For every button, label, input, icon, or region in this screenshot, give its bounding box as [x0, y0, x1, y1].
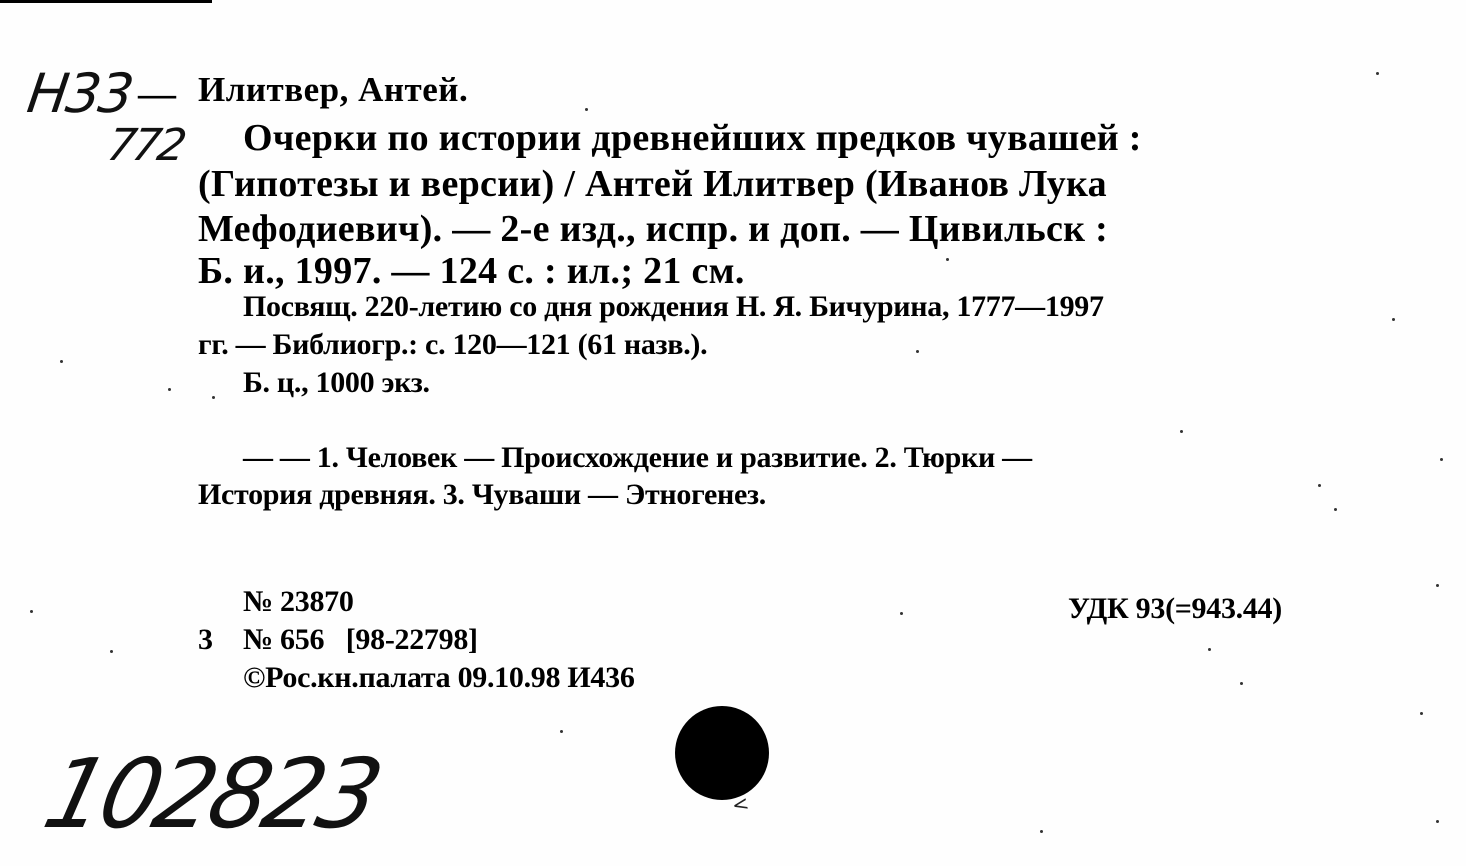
speck [1180, 430, 1183, 433]
speck [1420, 712, 1423, 715]
speck [30, 610, 33, 613]
index-dash: — [138, 73, 176, 115]
order-number: № 656 [98-22798] [243, 623, 478, 656]
speck [110, 650, 113, 653]
speck [212, 396, 215, 399]
registry-number: № 23870 [243, 585, 354, 618]
handwritten-call-index: Н33 [23, 62, 136, 125]
speck [946, 258, 949, 261]
copy-marker: 3 [198, 623, 213, 656]
speck [916, 350, 919, 353]
speck [900, 612, 903, 615]
speck [1040, 830, 1043, 833]
speck [1392, 318, 1395, 321]
speck [1436, 584, 1439, 587]
speck [60, 360, 63, 363]
speck [1318, 484, 1321, 487]
speck [1440, 458, 1443, 461]
title-line-2: (Гипотезы и версии) / Антей Илитвер (Иванов Лука [198, 163, 1107, 205]
title-line-4: Б. и., 1997. — 124 с. : ил.; 21 см. [198, 250, 745, 292]
speck [1208, 648, 1211, 651]
pencil-mark: < [729, 790, 752, 818]
handwritten-inventory-number: 102823 [33, 738, 390, 851]
udk-code: УДК 93(=943.44) [1068, 592, 1282, 625]
speck [1376, 72, 1379, 75]
note-line-3: Б. ц., 1000 экз. [243, 366, 430, 399]
chamber-stamp-line: ©Рос.кн.палата 09.10.98 И436 [243, 661, 635, 694]
subject-line-2: История древняя. 3. Чуваши — Этногенез. [198, 478, 767, 511]
title-line-1: Очерки по истории древнейших предков чувашей : [243, 117, 1142, 159]
handwritten-call-subindex: 772 [103, 120, 188, 171]
speck [560, 730, 563, 733]
top-rule [0, 0, 212, 3]
speck [1334, 508, 1337, 511]
speck [1436, 820, 1439, 823]
author-heading: Илитвер, Антей. [198, 70, 469, 109]
speck [585, 108, 588, 111]
subject-line-1: — — 1. Человек — Происхождение и развитие. 2. Тюрки — [243, 441, 1032, 474]
speck [168, 388, 171, 391]
title-line-3: Мефодиевич). — 2-е изд., испр. и доп. — Цивильск : [198, 208, 1109, 250]
speck [1240, 682, 1243, 685]
punch-hole [675, 706, 769, 800]
note-line-2: гг. — Библиогр.: с. 120—121 (61 назв.). [198, 328, 708, 361]
note-line-1: Посвящ. 220-летию со дня рождения Н. Я. Бичурина, 1777—1997 [243, 290, 1104, 323]
